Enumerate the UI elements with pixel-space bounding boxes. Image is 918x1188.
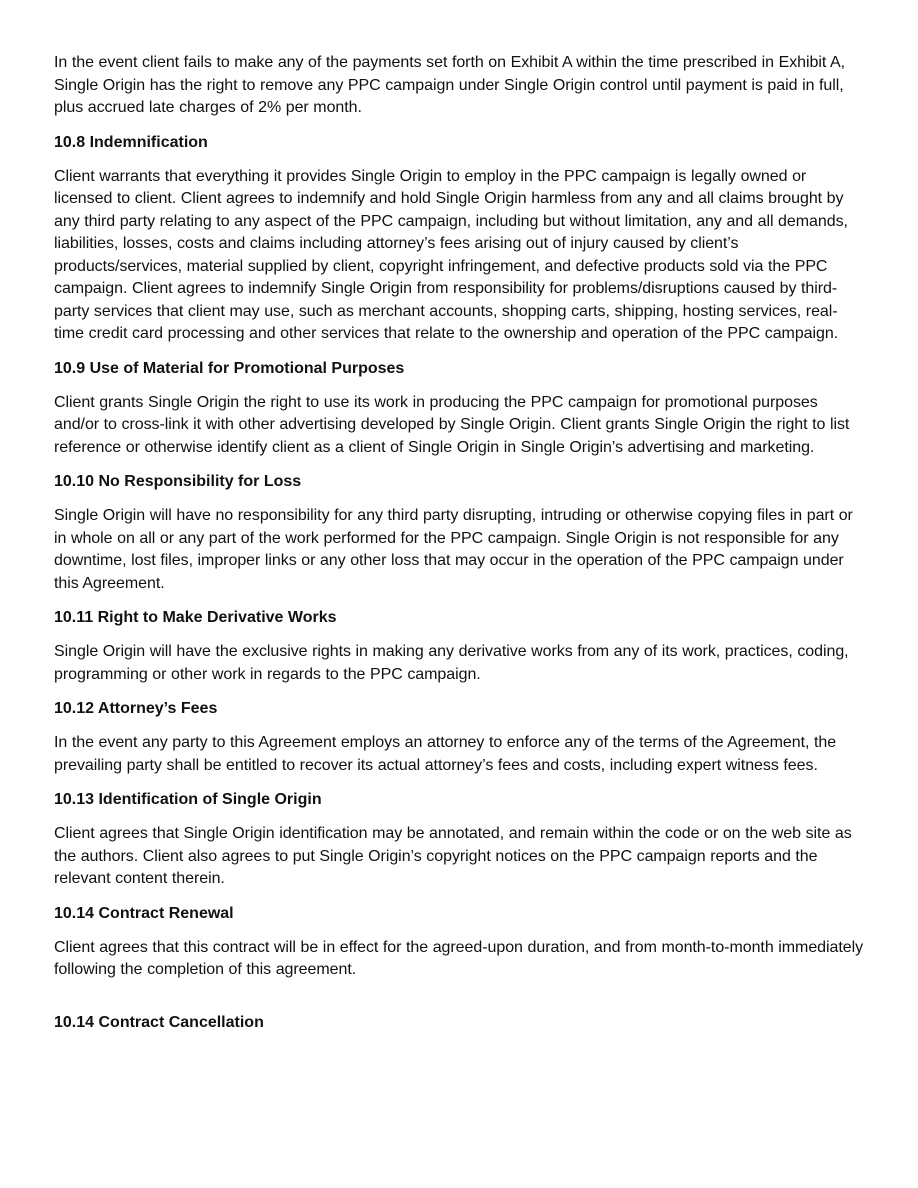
heading-indemnification: 10.8 Indemnification <box>54 133 208 151</box>
body-derivative-works: Single Origin will have the exclusive rights in making any derivative works from any of its work, practices, coding, programming or other work in regards to the PPC campaign. <box>54 643 849 683</box>
heading-contract-renewal: 10.14 Contract Renewal <box>54 904 234 922</box>
heading-attorneys-fees: 10.12 Attorney’s Fees <box>54 700 218 717</box>
body-indemnification: Client warrants that everything it provides Single Origin to employ in the PPC campaign is legally owned or licensed to client. Client agrees to indemnify and hold Single Origin harmless from any and all claims brought by any third party relating to any aspect of the PPC campaign, including but without limitation, any and all demands, liabilities, losses, costs and claims including attorney’s fees arising out of injury caused by client’s products/services, material supplied by client, copyright infringement, and defective products sold via the PPC campaign. Client agrees to indemnify Single Origin from responsibility for problems/disruptions caused by third-party services that client may use, such as merchant accounts, shopping carts, shipping, hosting services, real-time credit card processing and other services that relate to the ownership and operation of the PPC campaign. <box>54 167 848 342</box>
intro-paragraph: In the event client fails to make any of the payments set forth on Exhibit A within the time prescribed in Exhibit A, Single Origin has the right to remove any PPC campaign under Single Origin control until payment is paid in full, plus accrued late charges of 2% per month. <box>54 54 845 116</box>
heading-contract-cancellation: 10.14 Contract Cancellation <box>54 1013 264 1031</box>
body-promotional-use: Client grants Single Origin the right to use its work in producing the PPC campaign for promotional purposes and/or to cross-link it with other advertising developed by Single Origin. Client grants Single Origin the right to list reference or otherwise identify client as a client of Single Origin in Single Origin’s advertising and marketing. <box>54 393 850 456</box>
document-page <box>54 52 866 1046</box>
body-identification: Client agrees that Single Origin identification may be annotated, and remain within the code or on the web site as the authors. Client also agrees to put Single Origin’s copyright notices on the PPC campaign reports and the relevant content therein. <box>54 825 852 887</box>
body-contract-renewal: Client agrees that this contract will be in effect for the agreed-upon duration, and from month-to-month immediately following the completion of this agreement. <box>54 938 864 978</box>
heading-promotional-use: 10.9 Use of Material for Promotional Purposes <box>54 359 405 377</box>
heading-no-responsibility: 10.10 No Responsibility for Loss <box>54 473 302 490</box>
body-attorneys-fees: In the event any party to this Agreement employs an attorney to enforce any of the terms of the Agreement, the prevailing party shall be entitled to recover its actual attorney’s fees and costs, including expert witness fees. <box>54 734 837 774</box>
heading-derivative-works: 10.11 Right to Make Derivative Works <box>54 609 337 626</box>
heading-identification: 10.13 Identification of Single Origin <box>54 791 322 808</box>
body-no-responsibility: Single Origin will have no responsibility for any third party disrupting, intruding or otherwise copying files in part or in whole on all or any part of the work performed for the PPC campaign. Single Origin is not responsible for any downtime, lost files, improper links or any other loss that may occur in the operation of the PPC campaign under this Agreement. <box>54 507 853 592</box>
